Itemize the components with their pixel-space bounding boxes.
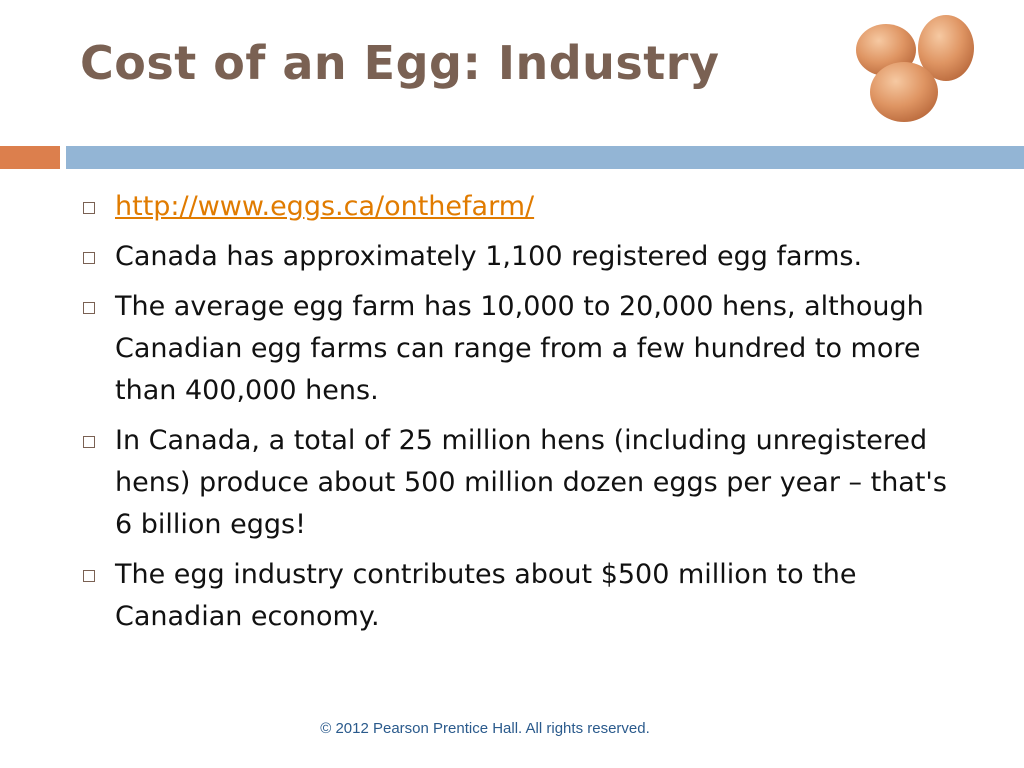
bullet-text: Canada has approximately 1,100 registered egg farms. [115, 241, 863, 272]
bullet-square-icon [83, 302, 95, 314]
bullet-square-icon [83, 570, 95, 582]
bullet-text: The average egg farm has 10,000 to 20,000 hens, although Canadian egg farms can range from a few hundred to more than 400,000 hens. [115, 291, 924, 406]
copyright-footer: © 2012 Pearson Prentice Hall. All rights reserved. [320, 720, 650, 737]
bullet-text: The egg industry contributes about $500 million to the Canadian economy. [115, 559, 857, 632]
eggs-image [846, 12, 982, 128]
accent-bar-blue [66, 146, 1024, 169]
bullet-list [80, 186, 960, 646]
bullet-text: In Canada, a total of 25 million hens (including unregistered hens) produce about 500 million dozen eggs per year – that's 6 billion eggs! [115, 425, 947, 540]
bullet-square-icon [83, 436, 95, 448]
bullet-item [80, 286, 960, 412]
bullet-square-icon [83, 252, 95, 264]
bullet-item-link [80, 186, 960, 228]
slide-title: Cost of an Egg: Industry [80, 36, 720, 90]
accent-bar-orange [0, 146, 60, 169]
bullet-item [80, 236, 960, 278]
bullet-item [80, 420, 960, 546]
bullet-square-icon [83, 202, 95, 214]
eggs-ca-link[interactable]: http://www.eggs.ca/onthefarm/ [115, 191, 535, 222]
bullet-item [80, 554, 960, 638]
